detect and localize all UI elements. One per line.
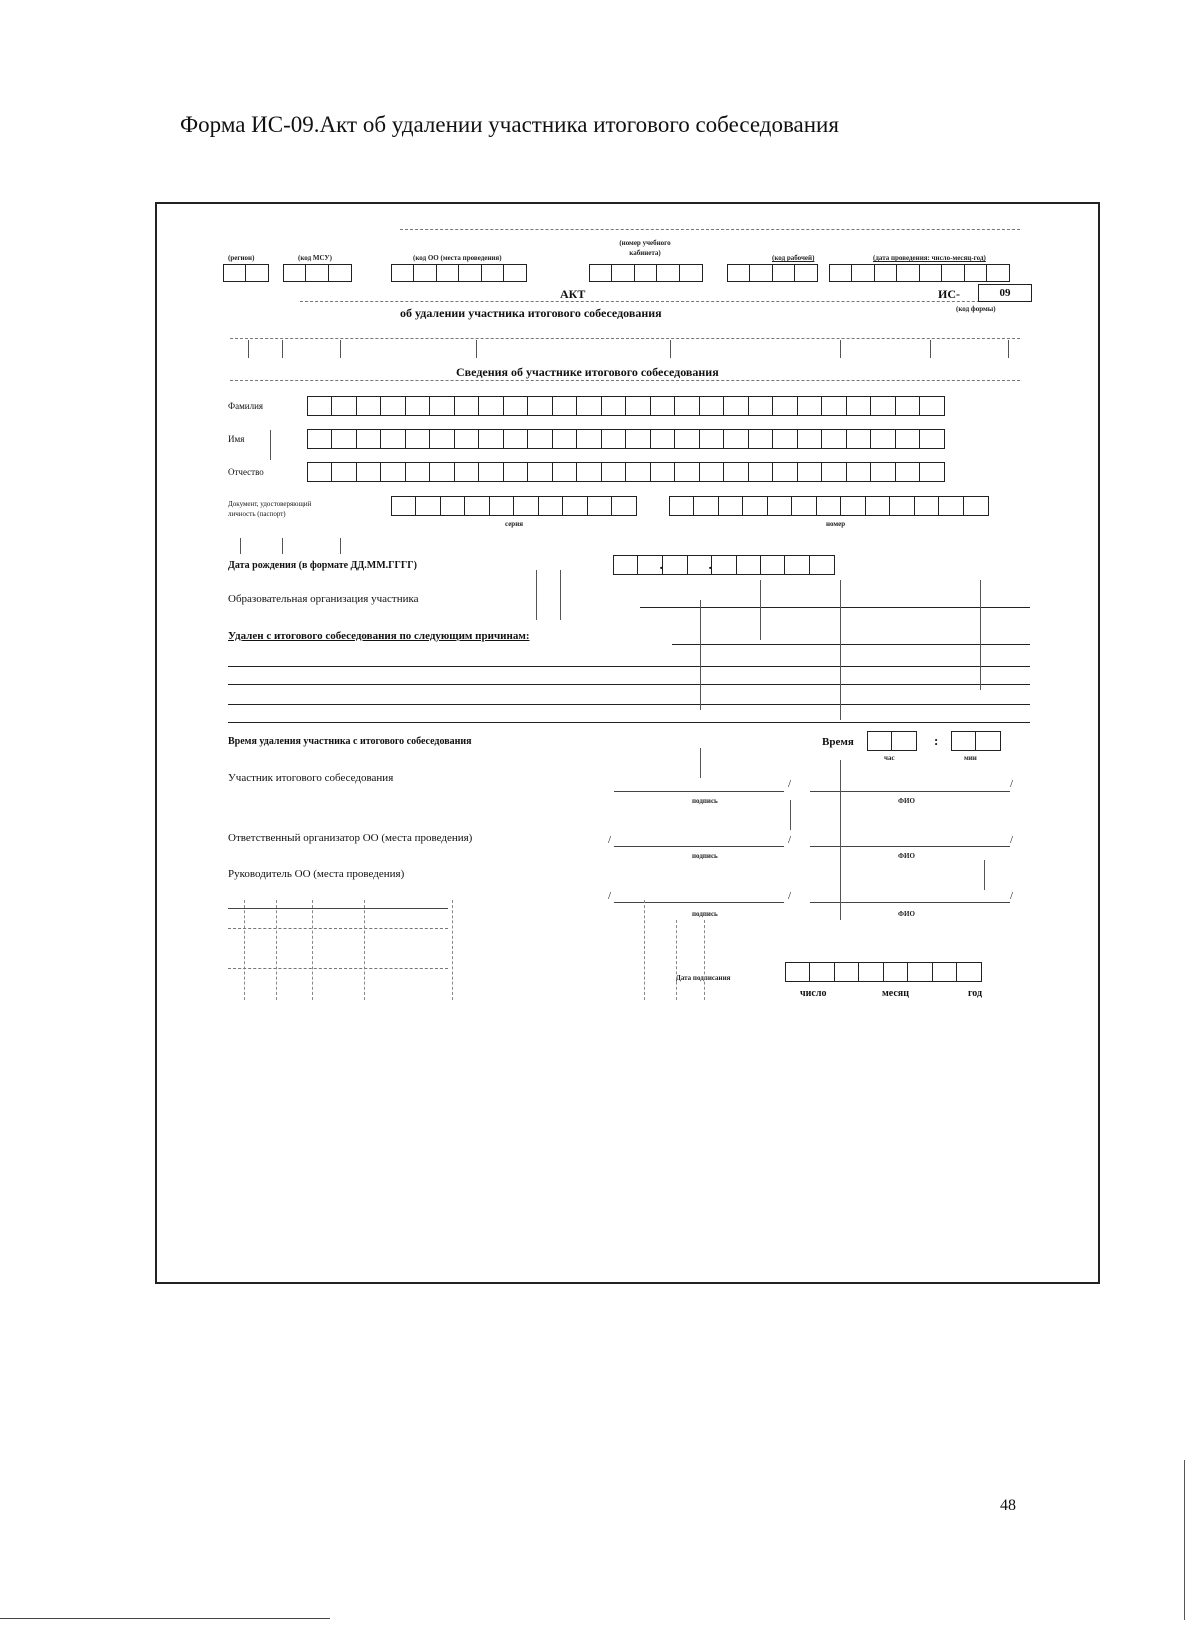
reason-line-2[interactable] xyxy=(228,666,1030,667)
scan-artifact xyxy=(560,570,561,620)
organization-label: Образовательная организация участника xyxy=(228,593,419,605)
removal-time-label: Время удаления участника с итогового собеседования xyxy=(228,736,472,747)
signing-date-field[interactable] xyxy=(786,962,982,982)
scan-artifact xyxy=(840,760,841,920)
time-separator: : xyxy=(934,733,939,748)
scan-artifact xyxy=(704,920,705,1000)
signing-date-label: Дата подписания xyxy=(676,974,731,982)
scan-artifact xyxy=(276,900,277,1000)
participant-section-title: Сведения об участнике итогового собеседования xyxy=(456,365,719,379)
patronymic-label: Отчество xyxy=(228,467,264,477)
series-caption: серия xyxy=(505,520,524,528)
slash: / xyxy=(788,890,792,902)
reason-line-4[interactable] xyxy=(228,704,1030,705)
room-caption: (номер учебного кабинета) xyxy=(619,239,671,257)
scan-artifact xyxy=(364,900,365,1000)
scan-artifact xyxy=(270,430,271,460)
msu-code-field[interactable] xyxy=(284,264,352,282)
scan-artifact xyxy=(340,538,341,554)
act-subtitle: об удалении участника итогового собеседования xyxy=(400,306,662,320)
name-field[interactable] xyxy=(308,429,945,449)
scan-artifact xyxy=(536,570,537,620)
slash: / xyxy=(608,890,612,902)
scan-guide-line xyxy=(300,301,1020,302)
scan-artifact xyxy=(840,580,841,720)
form-prefix: ИС- xyxy=(938,287,960,301)
scan-artifact xyxy=(248,340,249,358)
slash: / xyxy=(1010,890,1014,902)
surname-field[interactable] xyxy=(308,396,945,416)
form-code-box: 09 xyxy=(978,284,1032,302)
fio-caption: ФИО xyxy=(898,852,915,860)
scan-artifact xyxy=(228,908,448,909)
time-word: Время xyxy=(822,736,854,748)
oo-code-field[interactable] xyxy=(392,264,527,282)
scan-artifact xyxy=(840,340,841,358)
scan-guide-line xyxy=(230,380,1020,381)
patronymic-field[interactable] xyxy=(308,462,945,482)
reason-line-5[interactable] xyxy=(228,722,1030,723)
region-caption: (регион) xyxy=(228,254,255,262)
page-heading: Форма ИС-09.Акт об удалении участника итогового собеседования xyxy=(180,112,839,137)
hour-caption: час xyxy=(884,754,895,762)
signature-caption: подпись xyxy=(692,910,718,918)
removal-hour-field[interactable] xyxy=(868,731,917,751)
scan-artifact xyxy=(670,340,671,358)
organizer-signature-line[interactable] xyxy=(614,846,784,847)
document-label-line1: Документ, удостоверяющий xyxy=(228,500,312,508)
form-code-caption: (код формы) xyxy=(956,305,996,313)
scan-artifact xyxy=(282,538,283,554)
name-label: Имя xyxy=(228,434,245,444)
signature-caption: подпись xyxy=(692,797,718,805)
reason-line-1[interactable] xyxy=(672,644,1030,645)
scan-artifact xyxy=(240,538,241,554)
msu-caption: (код МСУ) xyxy=(298,254,332,262)
scan-artifact xyxy=(476,340,477,358)
slash: / xyxy=(1010,778,1014,790)
scan-artifact xyxy=(282,340,283,358)
date-caption: (дата проведения: число-месяц-год) xyxy=(873,254,986,262)
scan-guide-line xyxy=(230,338,1020,339)
room-number-field[interactable] xyxy=(590,264,703,282)
scan-artifact xyxy=(244,900,245,1000)
scan-edge-line xyxy=(0,1618,330,1619)
page-number: 48 xyxy=(1000,1497,1016,1514)
slash: / xyxy=(788,834,792,846)
oo-caption: (код ОО (места проведения) xyxy=(413,254,502,262)
exam-date-field[interactable] xyxy=(830,264,1010,282)
organization-line[interactable] xyxy=(640,607,1030,608)
scan-artifact xyxy=(228,968,448,969)
scan-artifact xyxy=(760,580,761,640)
slash: / xyxy=(1010,834,1014,846)
fio-caption: ФИО xyxy=(898,910,915,918)
workstation-code-field[interactable] xyxy=(728,264,818,282)
head-signature-label: Руководитель ОО (места проведения) xyxy=(228,868,405,880)
month-caption: месяц xyxy=(882,988,909,999)
scan-artifact xyxy=(700,748,701,778)
organizer-signature-label: Ответственный организатор ОО (места проведения) xyxy=(228,832,473,844)
birthdate-label: Дата рождения (в формате ДД.ММ.ГГГГ) xyxy=(228,560,417,571)
year-caption: год xyxy=(968,988,983,999)
region-code-field[interactable] xyxy=(224,264,269,282)
document-label-line2: личность (паспорт) xyxy=(228,510,286,518)
scan-artifact xyxy=(790,800,791,830)
minute-caption: мин xyxy=(964,754,977,762)
slash: / xyxy=(608,834,612,846)
scan-artifact xyxy=(980,580,981,690)
scan-artifact xyxy=(676,920,677,1000)
participant-signature-label: Участник итогового собеседования xyxy=(228,772,394,784)
head-signature-line[interactable] xyxy=(614,902,784,903)
scan-artifact xyxy=(452,900,453,1000)
workstation-caption: (код рабочей) xyxy=(772,254,815,262)
scan-artifact xyxy=(340,340,341,358)
scan-guide-line xyxy=(400,229,1020,230)
removal-reasons-label: Удален с итогового собеседования по следующим причинам: xyxy=(228,630,530,642)
participant-signature-line[interactable] xyxy=(614,791,784,792)
scan-artifact xyxy=(700,600,701,710)
scan-edge-line xyxy=(1184,1460,1185,1620)
scan-artifact xyxy=(984,860,985,890)
document-number-field[interactable] xyxy=(670,496,989,516)
fio-caption: ФИО xyxy=(898,797,915,805)
birthdate-field[interactable] xyxy=(614,555,835,575)
scan-artifact xyxy=(312,900,313,1000)
surname-label: Фамилия xyxy=(228,401,264,411)
scan-artifact xyxy=(644,900,645,1000)
day-caption: число xyxy=(800,988,827,999)
document-series-field[interactable] xyxy=(392,496,637,516)
signature-caption: подпись xyxy=(692,852,718,860)
scan-artifact xyxy=(228,928,448,929)
scan-artifact xyxy=(930,340,931,358)
act-title: АКТ xyxy=(560,287,586,301)
removal-minute-field[interactable] xyxy=(952,731,1001,751)
number-caption: номер xyxy=(826,520,846,528)
scan-artifact xyxy=(1008,340,1009,358)
slash: / xyxy=(788,778,792,790)
reason-line-3[interactable] xyxy=(228,684,1030,685)
